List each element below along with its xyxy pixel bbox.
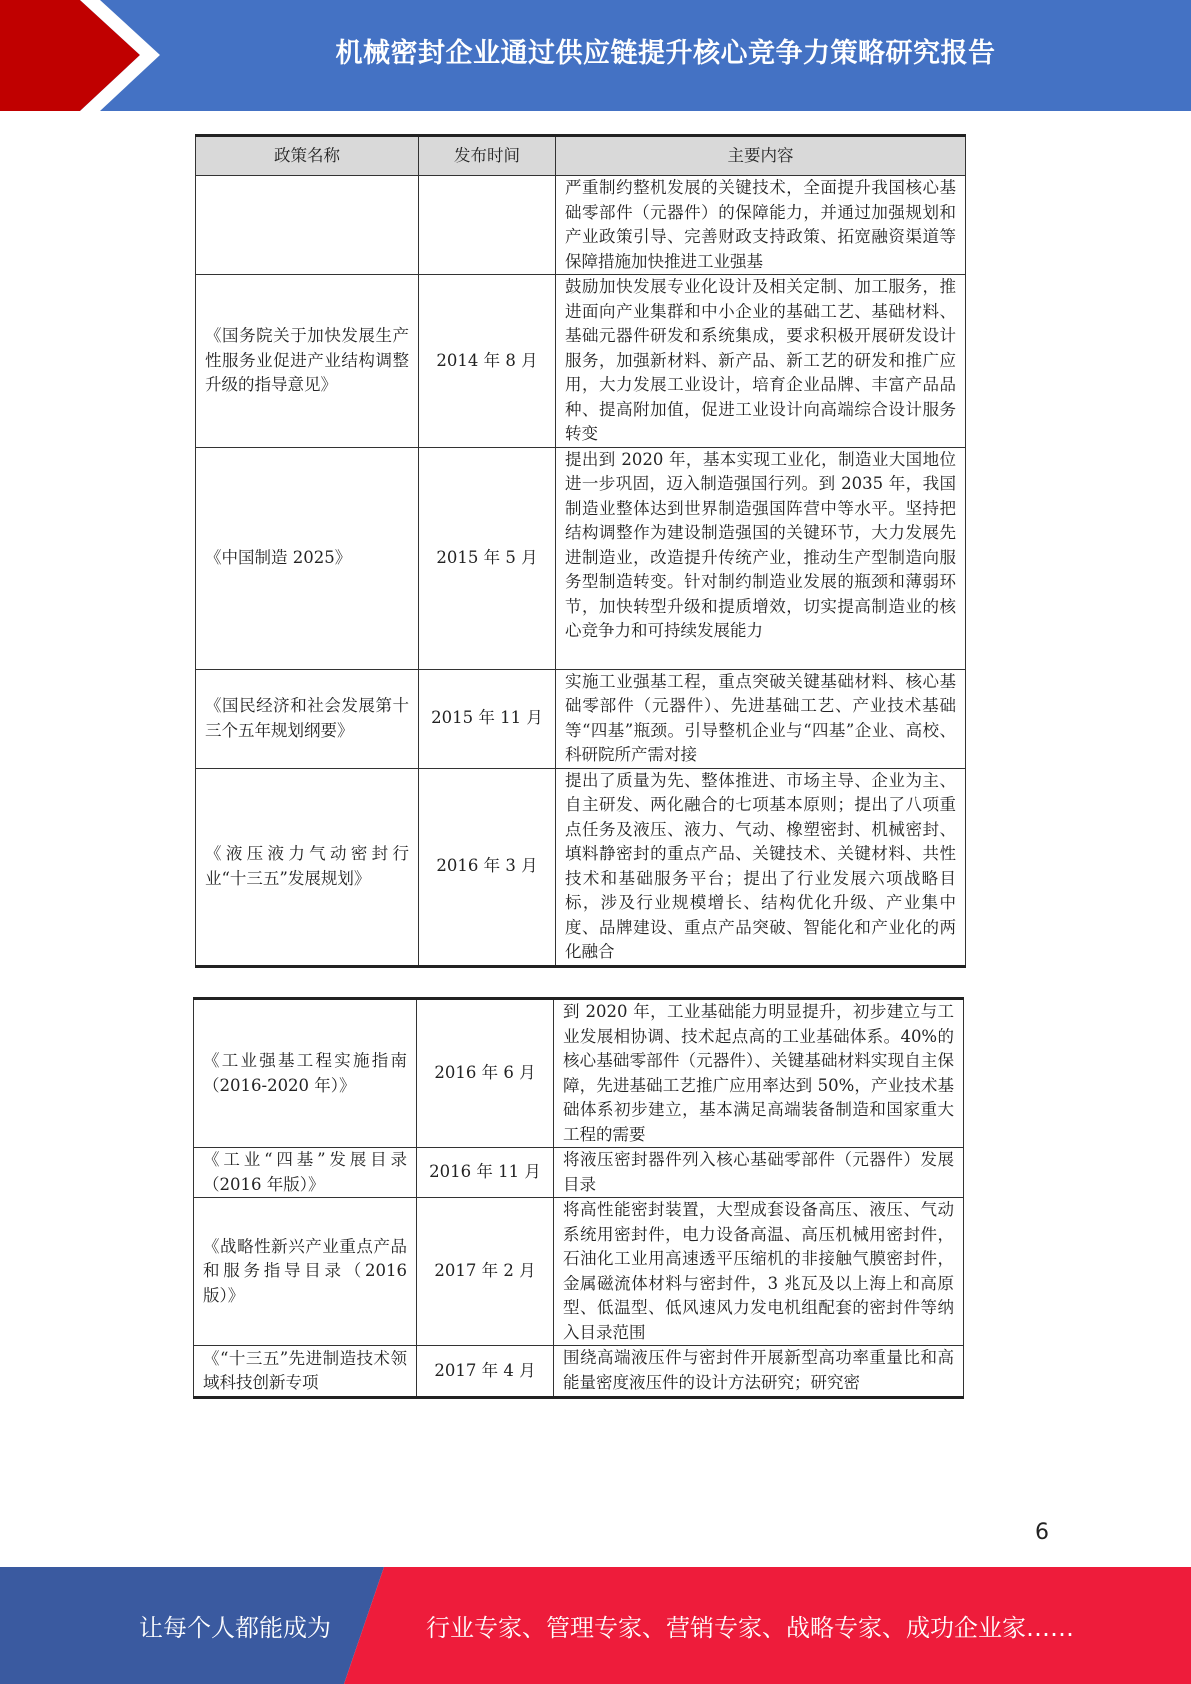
policy-name: 《中国制造 2025》 <box>196 447 419 669</box>
table-row <box>194 1148 964 1198</box>
publish-date: 2016 年 11 月 <box>417 1148 554 1198</box>
policy-content: 到 2020 年，工业基础能力明显提升，初步建立与工业发展相协调、技术起点高的工业基础体系。40%的核心基础零部件（元器件）、关键基础材料实现自主保障，先进基础工艺推广应用率达到 50%，产业技术基础体系初步建立，基本满足高端装备制造和国家重大工程的需要 <box>554 999 964 1148</box>
publish-date <box>419 176 556 275</box>
table-row <box>194 1346 964 1398</box>
report-title: 机械密封企业通过供应链提升核心竞争力策略研究报告 <box>335 37 996 69</box>
policy-name <box>196 176 419 275</box>
publish-date: 2014 年 8 月 <box>419 275 556 448</box>
page-number: 6 <box>1035 1520 1049 1545</box>
publish-date: 2017 年 4 月 <box>417 1346 554 1398</box>
footer-band <box>0 1567 1191 1684</box>
policy-name: 《战略性新兴产业重点产品和服务指导目录（2016 版）》 <box>194 1198 417 1346</box>
policy-content: 鼓励加快发展专业化设计及相关定制、加工服务，推进面向产业集群和中小企业的基础工艺、基础材料、基础元器件研发和系统集成，要求积极开展研发设计服务，加强新材料、新产品、新工艺的研发和推广应用，大力发展工业设计，培育企业品牌、丰富产品品种、提高附加值，促进工业设计向高端综合设计服务转变 <box>556 275 966 448</box>
column-header-content: 主要内容 <box>556 136 966 176</box>
column-header-name: 政策名称 <box>196 136 419 176</box>
publish-date: 2017 年 2 月 <box>417 1198 554 1346</box>
footer-slogan-right: 行业专家、管理专家、营销专家、战略专家、成功企业家…… <box>426 1614 1074 1642</box>
policy-content: 将高性能密封装置，大型成套设备高压、液压、气动系统用密封件，电力设备高温、高压机械用密封件，石油化工业用高速透平压缩机的非接触气膜密封件，金属磁流体材料与密封件，3 兆瓦及以上海上和高原型、低温型、低风速风力发电机组配套的密封件等纳入目录范围 <box>554 1198 964 1346</box>
policy-name: 《工业强基工程实施指南（2016-2020 年）》 <box>194 999 417 1148</box>
policy-content: 提出到 2020 年，基本实现工业化，制造业大国地位进一步巩固，迈入制造强国行列。到 2035 年，我国制造业整体达到世界制造强国阵营中等水平。坚持把结构调整作为建设制造强国的关键环节，大力发展先进制造业，改造提升传统产业，推动生产型制造向服务型制造转变。针对制约制造业发展的瓶颈和薄弱环节，加快转型升级和提质增效，切实提高制造业的核心竞争力和可持续发展能力 <box>556 447 966 669</box>
table-row <box>196 447 966 669</box>
header-band <box>0 0 1191 111</box>
policy-content: 提出了质量为先、整体推进、市场主导、企业为主、自主研发、两化融合的七项基本原则；提出了八项重点任务及液压、液力、气动、橡塑密封、机械密封、填料静密封的重点产品、关键技术、关键材料、共性技术和基础服务平台；提出了行业发展六项战略目标，涉及行业规模增长、结构优化升级、产业集中度、品牌建设、重点产品突破、智能化和产业化的两化融合 <box>556 768 966 966</box>
policy-content: 严重制约整机发展的关键技术，全面提升我国核心基础零部件（元器件）的保障能力，并通过加强规划和产业政策引导、完善财政支持政策、拓宽融资渠道等保障措施加快推进工业强基 <box>556 176 966 275</box>
policy-name: 《工业“四基”发展目录（2016 年版）》 <box>194 1148 417 1198</box>
table-row <box>196 669 966 768</box>
policy-name: 《国务院关于加快发展生产性服务业促进产业结构调整升级的指导意见》 <box>196 275 419 448</box>
table-row <box>196 176 966 275</box>
column-header-date: 发布时间 <box>419 136 556 176</box>
table-header-row <box>196 136 966 176</box>
policy-table-part1 <box>195 134 966 968</box>
table-row <box>196 275 966 448</box>
policy-name: 《国民经济和社会发展第十三个五年规划纲要》 <box>196 669 419 768</box>
publish-date: 2016 年 6 月 <box>417 999 554 1148</box>
policy-content: 将液压密封器件列入核心基础零部件（元器件）发展目录 <box>554 1148 964 1198</box>
header-chevron-icon <box>0 0 160 111</box>
policy-content: 实施工业强基工程，重点突破关键基础材料、核心基础零部件（元器件）、先进基础工艺、产业技术基础等“四基”瓶颈。引导整机企业与“四基”企业、高校、科研院所产需对接 <box>556 669 966 768</box>
publish-date: 2015 年 5 月 <box>419 447 556 669</box>
footer-slogan-left: 让每个人都能成为 <box>139 1614 331 1642</box>
policy-name: 《“十三五”先进制造技术领域科技创新专项 <box>194 1346 417 1398</box>
table-row <box>196 768 966 966</box>
policy-table-part2 <box>193 997 964 1399</box>
policy-content: 围绕高端液压件与密封件开展新型高功率重量比和高能量密度液压件的设计方法研究；研究密 <box>554 1346 964 1398</box>
table-row <box>194 1198 964 1346</box>
policy-name: 《液压液力气动密封行业“十三五”发展规划》 <box>196 768 419 966</box>
table-row <box>194 999 964 1148</box>
publish-date: 2016 年 3 月 <box>419 768 556 966</box>
publish-date: 2015 年 11 月 <box>419 669 556 768</box>
